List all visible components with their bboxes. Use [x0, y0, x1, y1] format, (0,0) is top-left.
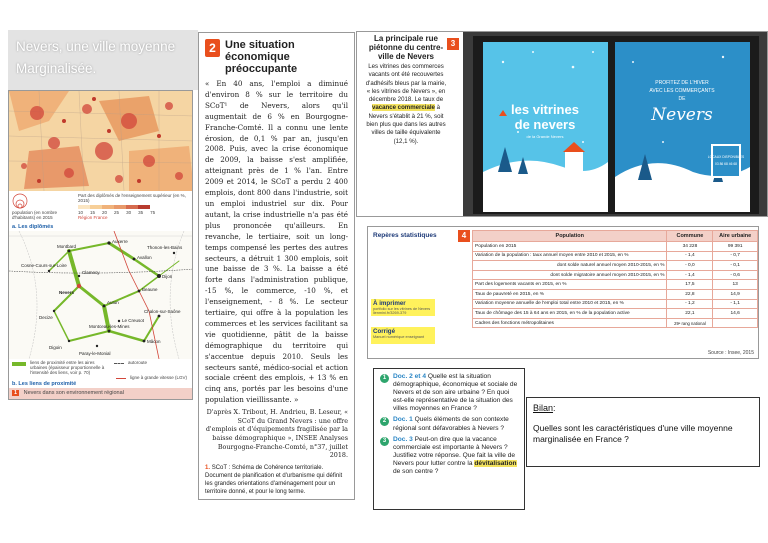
cell: Population en 2015 — [473, 242, 667, 252]
slide-title-line2: Marginalisée. — [16, 61, 97, 76]
legend-autoroute: autoroute — [128, 360, 148, 365]
town-label: Dijon — [162, 274, 173, 279]
proximite-map-graphic — [9, 231, 193, 359]
table-row — [473, 309, 758, 319]
town-label: Cosne-Cours-sur-Loire — [21, 263, 67, 268]
shop-right-line3: DE — [678, 96, 686, 102]
bilan-heading: Bilan — [533, 403, 554, 413]
question-item — [380, 373, 518, 413]
town-label-nevers: Nevers — [59, 290, 75, 295]
cell: 34 228 — [667, 242, 713, 252]
doc3-photo — [356, 31, 768, 217]
town-label: Avallon — [137, 255, 152, 260]
correct-label: Corrigé — [373, 328, 396, 335]
shop-brand-line1: les vitrines — [511, 102, 579, 117]
doc3-text-after: à Nevers s'établit à 21 %, soit bien plus que dans les autres villes de taille équivalente (12,1 %). — [366, 104, 446, 145]
question-number: 3 — [380, 437, 389, 446]
shop-right-logo: Nevers — [651, 105, 713, 125]
print-link-box[interactable] — [371, 299, 435, 316]
questions-box — [373, 368, 525, 510]
doc1-number: 1 — [14, 390, 18, 396]
doc2-number: 2 — [205, 39, 220, 57]
footnote-number: 1. — [205, 464, 211, 471]
cell: - 0,7 — [713, 251, 758, 261]
doc1-caption: Nevers dans son environnement régional — [23, 390, 124, 396]
doc2-title: Une situation économique préoccupante — [225, 39, 298, 75]
doc2-source: D'après X. Tribout, H. Andrieu, B. Leseur, « SCoT du Grand Nevers : une offre d'emplois et d'équipements fragilisée par la baisse démographique », INSEE Analyses Bourgogne-Franche-Comté, n°37, juillet 2018. — [205, 408, 348, 460]
bilan-question: Quelles sont les caractéristiques d'une ville moyenne marginalisée en France ? — [533, 423, 733, 444]
cell: - 0,6 — [713, 270, 758, 280]
table-row — [473, 251, 758, 261]
table-header-row — [473, 231, 758, 242]
question-item — [380, 436, 518, 476]
bilan-colon: : — [553, 403, 556, 413]
caption-a: a. Les diplômés — [12, 224, 54, 230]
doc1-footer — [9, 388, 193, 400]
town-label: Le Creusot — [122, 318, 145, 323]
cell: 22,1 — [667, 309, 713, 319]
shop-window-photo — [463, 32, 768, 217]
doc3-title: La principale rue piétonne du centre-ville de Nevers — [368, 34, 444, 61]
doc4-source: Source : Insee, 2015 — [707, 350, 754, 356]
table-row — [473, 242, 758, 252]
town-label: Montbard — [57, 244, 77, 249]
cell: 17,5 — [667, 280, 713, 290]
population-circles-legend — [12, 193, 40, 209]
cell: Taux de pauvreté en 2015, en % — [473, 289, 667, 299]
map1-legend — [9, 191, 193, 224]
legend-value: 35 — [138, 210, 144, 215]
cell: Cadres des fonctions métropolitaines — [473, 318, 667, 328]
shop-right-line2: AVEC LES COMMERÇANTS — [649, 88, 715, 94]
legend-value: 15 — [90, 210, 96, 215]
legend-value: 30 — [126, 210, 132, 215]
diplomes-map-graphic — [9, 91, 193, 191]
question-text: Quelle est la situation démographique, économique et sociale de Nevers et de son aire urbaine ? En quoi est-elle représentative de la situation des villes moyennes en France ? — [393, 373, 518, 413]
doc2-body: « En 40 ans, l'emploi a diminué d'environ 8 % sur le territoire du SCoT¹ de Nevers, alors qu'il augmentait de 6 % en Bourgogne-Franche-Comté. Il a connu une lente érosion, de 0,1 % par an, jusqu'en 2008. Puis, avec la crise économique de 2009, la baisse s'est amplifiée, atteignant près de 1 % l'an. Entre 2009 et 2014, le SCoT a perdu 2 400 emplois, dont 800 dans l'industrie, soit un emploi industriel sur dix. Pour autant, la crise industrielle n'a pas été plus prononcée qu'ailleurs. En revanche, le tertiaire, soit un long-temps compensé les pertes des autres secteurs, a détruit 1 300 emplois, soit une baisse de 3 %. La baisse a été forte dans l'administration publique, -15 %, le commerce, -10 %, et l'enseignement, - 8 %. Le secteur tertiaire, qui offre à la population les commerces et les services facilitant sa vie quotidienne, pâtit de la baisse démographique du territoire qui s'accentue depuis 2010. Seuls les secteurs santé, médico-social et action sociale créent des emplois, + 13 % en cinq ans, portés par les besoins d'une population vieillissante. » — [205, 79, 348, 405]
doc3-caption — [365, 34, 447, 146]
cell: Taux de chômage des 15 à 64 ans en 2015, en % de la population active — [473, 309, 667, 319]
table-row — [473, 280, 758, 290]
doc4-statistics — [367, 226, 759, 359]
cell: - 1,4 — [667, 270, 713, 280]
shop-brand-line2: de nevers — [514, 117, 576, 132]
legend-pop-text: population (en nombre d'habitants) en 2015 — [12, 210, 58, 220]
town-label: Digoin — [49, 345, 62, 350]
town-label: Beaune — [142, 287, 158, 292]
town-label: Decize — [39, 315, 53, 320]
doc2-footnote — [205, 464, 348, 497]
doc4-number: 4 — [458, 230, 470, 242]
legend-value: 10 — [78, 210, 84, 215]
doc2-text — [198, 32, 355, 500]
legend-liens: liens de proximité entre les aires urbaines (épaisseur proportionnelle à l'intensité des liens, voir p. 70) — [30, 360, 105, 375]
table-row — [473, 318, 758, 328]
map-diplomes — [9, 91, 193, 191]
doc3-number: 3 — [447, 38, 459, 50]
repere-label: Repères statistiques — [373, 232, 437, 239]
legend-value: 25 — [114, 210, 120, 215]
table-row — [473, 299, 758, 309]
question-ref: Doc. 2 et 4 — [393, 373, 426, 380]
table-row — [473, 270, 758, 280]
cell: 13 — [713, 280, 758, 290]
correction-box[interactable] — [371, 327, 435, 344]
town-label: Montceau-les-Mines — [89, 324, 130, 329]
cell: dont solde migratoire annuel moyen 2010-2015, en % — [473, 270, 667, 280]
shop-brand-sub: de la Grande Nevers — [526, 134, 564, 139]
question-ref: Doc. 3 — [393, 435, 413, 443]
doc1-maps — [8, 90, 193, 400]
cell: - 1,1 — [713, 299, 758, 309]
town-label: Paray-le-Monial — [79, 351, 111, 356]
col-header: Population — [473, 231, 667, 242]
map-proximite — [9, 231, 193, 359]
cell: - 0,0 — [667, 261, 713, 271]
shop-phone: 03 86 68 46 68 — [715, 162, 737, 166]
slide-title — [8, 30, 198, 90]
question-text-after: de son centre ? — [393, 468, 439, 476]
question-ref: Doc. 1 — [393, 416, 413, 424]
legend-region: Région France — [78, 215, 108, 220]
cell: dont solde naturel annuel moyen 2010-2015, en % — [473, 261, 667, 271]
cell: Part des logements vacants en 2015, en % — [473, 280, 667, 290]
question-number: 1 — [380, 374, 389, 383]
town-label: Auxerre — [112, 239, 128, 244]
footnote-text: SCoT : Schéma de Cohérence territoriale. Document de planification et d'urbanisme qui définit les grandes orientations d'aménagement pour un territoire donné, et pour le long terme. — [205, 464, 343, 496]
question-item — [380, 416, 518, 432]
town-label: Mâcon — [147, 339, 161, 344]
legend-lgv: ligne à grande vitesse (LGV) — [130, 375, 188, 380]
doc3-text-before: Les vitrines des commerces vacants ont été recouvertes d'adhésifs bleus par la mairie, « les vitrines de Nevers », en décembre 2018. Le taux de — [365, 63, 447, 104]
cell: Variation moyenne annuelle de l'emploi total entre 2010 et 2015, en % — [473, 299, 667, 309]
question-number: 2 — [380, 417, 389, 426]
town-label: Chalon-sur-Saône — [144, 309, 181, 314]
shop-locaux: LOCAUX DISPONIBLES — [707, 155, 745, 159]
print-sub: portfolio sur les vitrines de Nevers — [373, 307, 431, 311]
cell: 14,9 — [713, 289, 758, 299]
cell: Variation de la population : taux annuel moyen entre 2010 et 2015, en % — [473, 251, 667, 261]
question-text: Peut-on dire que la vacance commerciale est importante à Nevers ? Justifiez votre réponse. Que fait la ville de Nevers pour lutter contre la — [393, 435, 516, 467]
town-label: Thonon-les-Bains — [147, 245, 183, 250]
cell: 29ᵉ rang national — [667, 318, 713, 328]
legend-title: Part des diplômés de l'enseignement supérieur (en %, 2015) — [78, 193, 186, 203]
town-label: Autun — [107, 300, 119, 305]
col-header: Aire urbaine — [713, 231, 758, 242]
table-row — [473, 289, 758, 299]
bilan-box — [526, 397, 760, 467]
cell: 99 391 — [713, 242, 758, 252]
question-text: Quels éléments de son contexte régional sont défavorables à Nevers ? — [393, 416, 509, 432]
print-link[interactable]: lienmini.fr/3269-379 — [373, 311, 407, 315]
legend-value: 20 — [102, 210, 108, 215]
doc3-highlight: vacance commerciale — [371, 104, 435, 112]
cell — [713, 318, 758, 328]
cell: - 1,2 — [667, 299, 713, 309]
town-label: Clamecy — [82, 270, 100, 275]
map2-legend — [9, 359, 193, 381]
cell: 14,6 — [713, 309, 758, 319]
cell: - 1,4 — [667, 251, 713, 261]
shop-window-graphic — [463, 32, 768, 217]
print-label: À imprimer — [373, 300, 406, 307]
bilan-heading-line — [533, 403, 753, 414]
cell: 22,8 — [667, 289, 713, 299]
caption-b: b. Les liens de proximité — [12, 381, 77, 387]
slide-title-line1: Nevers, une ville moyenne — [16, 39, 176, 54]
legend-value: 75 — [150, 210, 156, 215]
col-header: Commune — [667, 231, 713, 242]
shop-right-line1: PROFITEZ DE L'HIVER — [655, 80, 709, 86]
cell: - 0,1 — [713, 261, 758, 271]
correct-sub: Manuel numérique enseignant — [373, 335, 425, 339]
question-highlight: dévitalisation — [474, 459, 517, 467]
stat-table — [472, 230, 758, 328]
table-row — [473, 261, 758, 271]
